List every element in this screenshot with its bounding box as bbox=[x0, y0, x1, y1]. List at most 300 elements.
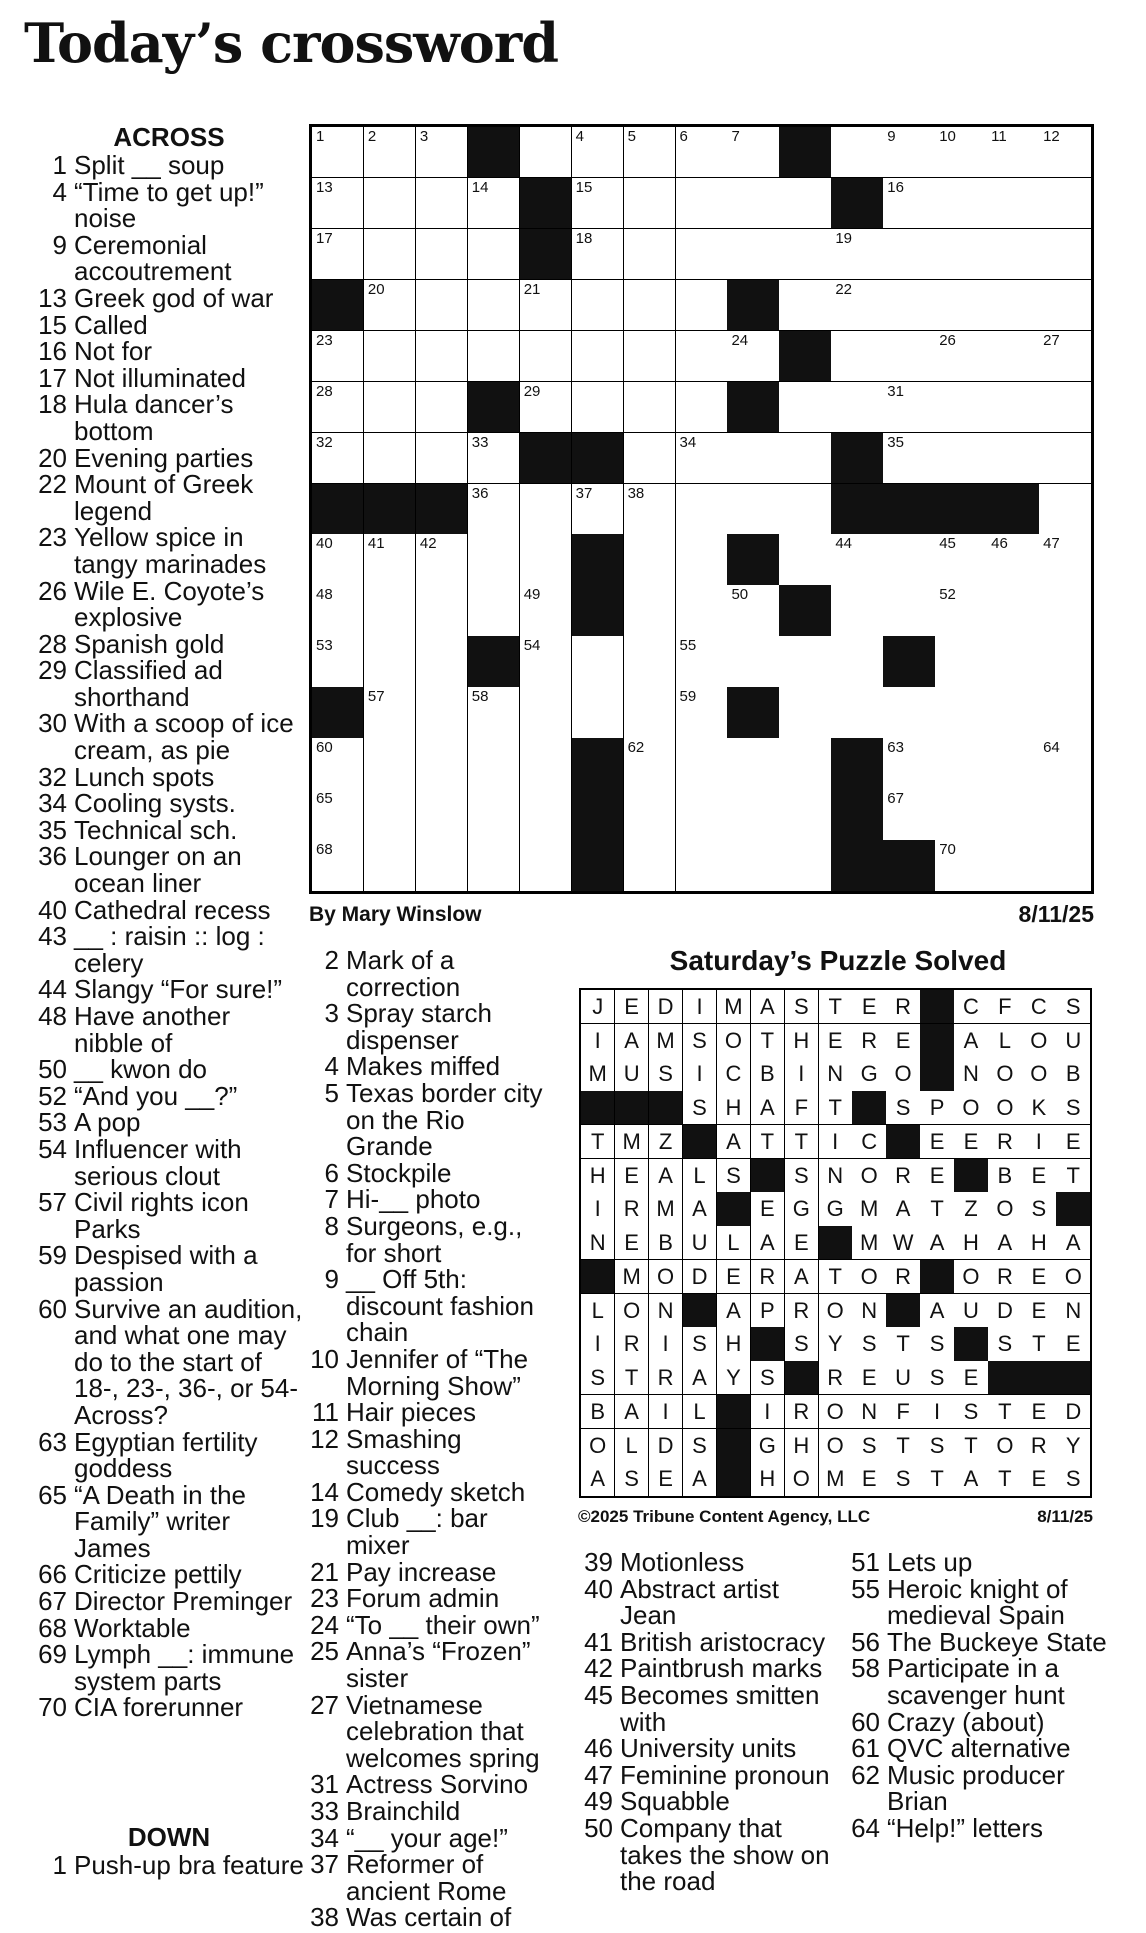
grid-cell[interactable] bbox=[883, 789, 935, 840]
clue-item[interactable] bbox=[34, 362, 304, 393]
grid-cell[interactable] bbox=[1039, 331, 1091, 382]
clue-item[interactable] bbox=[847, 1549, 1112, 1576]
down-header: DOWN bbox=[127, 1822, 211, 1852]
grid-cell[interactable] bbox=[364, 280, 416, 331]
grid-cell[interactable] bbox=[520, 382, 572, 433]
clue-item[interactable] bbox=[306, 1556, 556, 1587]
clue-text: Texas border city on the Rio Grande bbox=[346, 1077, 543, 1162]
clue-item[interactable] bbox=[34, 309, 304, 340]
grid-cell[interactable] bbox=[935, 738, 987, 789]
grid-cell[interactable] bbox=[779, 636, 831, 687]
grid-cell[interactable] bbox=[468, 433, 520, 484]
grid-cell[interactable] bbox=[624, 433, 676, 484]
grid-cell[interactable] bbox=[624, 534, 676, 585]
clue-item[interactable] bbox=[847, 1735, 1112, 1762]
grid-cell[interactable] bbox=[883, 534, 935, 585]
grid-cell[interactable] bbox=[676, 382, 728, 433]
clue-item[interactable] bbox=[580, 1626, 842, 1657]
grid-cell[interactable] bbox=[676, 636, 728, 687]
solution-cell: I bbox=[649, 1327, 683, 1361]
clue-number: 21 bbox=[310, 1556, 339, 1587]
grid-cell[interactable] bbox=[312, 127, 364, 178]
grid-cell[interactable] bbox=[364, 789, 416, 840]
grid-cell[interactable] bbox=[572, 636, 624, 687]
clue-number: 5 bbox=[324, 1077, 339, 1108]
clue-item[interactable] bbox=[580, 1655, 842, 1682]
clue-item[interactable] bbox=[306, 947, 556, 1000]
grid-cell[interactable] bbox=[779, 280, 831, 331]
grid-cell[interactable] bbox=[1039, 687, 1091, 738]
grid-cell[interactable] bbox=[676, 585, 728, 636]
solution-black-square bbox=[920, 990, 954, 1024]
grid-cell[interactable] bbox=[572, 331, 624, 382]
grid-cell[interactable] bbox=[520, 789, 572, 840]
grid-cell[interactable] bbox=[883, 331, 935, 382]
clue-text: Cathedral recess bbox=[74, 894, 271, 925]
grid-cell[interactable] bbox=[624, 178, 676, 229]
clue-number: 1 bbox=[52, 150, 67, 180]
clue-item[interactable] bbox=[34, 1003, 304, 1056]
grid-cell[interactable] bbox=[779, 178, 831, 229]
clue-item[interactable] bbox=[34, 657, 304, 710]
clue-item[interactable] bbox=[34, 391, 304, 444]
grid-cell[interactable] bbox=[624, 382, 676, 433]
cell-number: 5 bbox=[627, 128, 636, 145]
clue-item[interactable] bbox=[34, 761, 304, 792]
grid-cell[interactable] bbox=[364, 229, 416, 280]
grid-cell[interactable] bbox=[520, 636, 572, 687]
grid-cell[interactable] bbox=[1039, 636, 1091, 687]
grid-cell[interactable] bbox=[676, 840, 728, 891]
grid-cell[interactable] bbox=[1039, 178, 1091, 229]
clue-item[interactable] bbox=[306, 1077, 556, 1162]
solution-cell: E bbox=[1056, 1125, 1090, 1159]
grid-cell[interactable] bbox=[468, 229, 520, 280]
clue-item[interactable] bbox=[306, 1000, 556, 1053]
grid-cell[interactable] bbox=[364, 687, 416, 738]
grid-cell[interactable] bbox=[1039, 534, 1091, 585]
grid-cell[interactable] bbox=[364, 433, 416, 484]
grid-cell[interactable] bbox=[572, 280, 624, 331]
clue-item[interactable] bbox=[34, 1588, 304, 1615]
grid-cell[interactable] bbox=[727, 484, 779, 535]
grid-cell[interactable] bbox=[1039, 585, 1091, 636]
clue-item[interactable] bbox=[34, 628, 304, 659]
clue-item[interactable] bbox=[34, 790, 304, 817]
grid-cell[interactable] bbox=[520, 534, 572, 585]
grid-cell[interactable] bbox=[935, 585, 987, 636]
grid-cell[interactable] bbox=[312, 738, 364, 789]
solution-cell: S bbox=[785, 990, 819, 1024]
clue-item[interactable] bbox=[306, 1904, 556, 1931]
grid-cell[interactable] bbox=[883, 738, 935, 789]
grid-cell[interactable] bbox=[624, 331, 676, 382]
grid-cell[interactable] bbox=[312, 433, 364, 484]
grid-cell[interactable] bbox=[987, 178, 1039, 229]
clue-item[interactable] bbox=[34, 708, 304, 766]
grid-cell[interactable] bbox=[520, 484, 572, 535]
grid-cell[interactable] bbox=[831, 382, 883, 433]
grid-cell[interactable] bbox=[831, 687, 883, 738]
solution-cell: E bbox=[1022, 1462, 1056, 1496]
grid-cell[interactable] bbox=[727, 636, 779, 687]
grid-cell[interactable] bbox=[831, 585, 883, 636]
clue-item[interactable] bbox=[847, 1626, 1112, 1657]
clue-item[interactable] bbox=[34, 471, 304, 524]
clue-item[interactable] bbox=[306, 1503, 556, 1561]
grid-cell[interactable] bbox=[364, 738, 416, 789]
solution-cell: A bbox=[683, 1462, 717, 1496]
clue-item[interactable] bbox=[847, 1812, 1112, 1843]
clue-item[interactable] bbox=[580, 1549, 842, 1576]
grid-cell[interactable] bbox=[727, 789, 779, 840]
grid-cell[interactable] bbox=[520, 585, 572, 636]
grid-cell[interactable] bbox=[624, 636, 676, 687]
clue-item[interactable] bbox=[580, 1759, 842, 1790]
grid-cell[interactable] bbox=[364, 585, 416, 636]
grid-cell[interactable] bbox=[572, 229, 624, 280]
grid-cell[interactable] bbox=[468, 534, 520, 585]
grid-cell[interactable] bbox=[364, 331, 416, 382]
clue-item[interactable] bbox=[34, 814, 304, 845]
grid-cell[interactable] bbox=[468, 687, 520, 738]
solution-cell: A bbox=[920, 1294, 954, 1328]
grid-cell[interactable] bbox=[987, 433, 1039, 484]
grid-cell[interactable] bbox=[520, 280, 572, 331]
clue-item[interactable] bbox=[306, 1343, 556, 1401]
grid-cell[interactable] bbox=[935, 687, 987, 738]
grid-cell[interactable] bbox=[1039, 382, 1091, 433]
grid-cell[interactable] bbox=[312, 636, 364, 687]
grid-cell[interactable] bbox=[416, 789, 468, 840]
clue-number: 47 bbox=[584, 1759, 613, 1790]
grid-cell[interactable] bbox=[364, 636, 416, 687]
grid-cell[interactable] bbox=[883, 382, 935, 433]
solution-cell: S bbox=[683, 1024, 717, 1058]
grid-cell[interactable] bbox=[312, 331, 364, 382]
grid-cell[interactable] bbox=[987, 687, 1039, 738]
grid-cell[interactable] bbox=[676, 229, 728, 280]
grid-cell[interactable] bbox=[727, 178, 779, 229]
grid-cell[interactable] bbox=[572, 382, 624, 433]
grid-cell[interactable] bbox=[779, 534, 831, 585]
clue-item[interactable] bbox=[34, 176, 304, 234]
cell-number: 29 bbox=[523, 382, 541, 400]
grid-cell[interactable] bbox=[987, 127, 1039, 178]
grid-cell[interactable] bbox=[676, 687, 728, 738]
grid-cell[interactable] bbox=[416, 229, 468, 280]
grid-cell[interactable] bbox=[416, 382, 468, 433]
grid-cell[interactable] bbox=[1039, 433, 1091, 484]
clue-item[interactable] bbox=[34, 1133, 304, 1191]
grid-cell[interactable] bbox=[831, 280, 883, 331]
grid-cell[interactable] bbox=[364, 840, 416, 891]
clue-text: Actress Sorvino bbox=[346, 1769, 529, 1800]
crossword-grid[interactable] bbox=[309, 124, 1094, 894]
grid-cell[interactable] bbox=[883, 229, 935, 280]
clue-item[interactable] bbox=[580, 1788, 842, 1815]
grid-cell[interactable] bbox=[831, 534, 883, 585]
grid-cell[interactable] bbox=[312, 534, 364, 585]
grid-cell[interactable] bbox=[572, 484, 624, 535]
grid-cell[interactable] bbox=[883, 127, 935, 178]
grid-cell[interactable] bbox=[987, 229, 1039, 280]
grid-cell[interactable] bbox=[364, 382, 416, 433]
grid-cell[interactable] bbox=[727, 331, 779, 382]
grid-cell[interactable] bbox=[468, 331, 520, 382]
grid-cell[interactable] bbox=[468, 738, 520, 789]
grid-cell[interactable] bbox=[831, 229, 883, 280]
clue-item[interactable] bbox=[306, 1851, 556, 1904]
clue-item[interactable] bbox=[34, 1479, 304, 1563]
grid-cell[interactable] bbox=[416, 585, 468, 636]
grid-cell[interactable] bbox=[727, 738, 779, 789]
clue-item[interactable] bbox=[34, 1242, 304, 1295]
grid-cell[interactable] bbox=[987, 534, 1039, 585]
clue-text: Called bbox=[74, 309, 148, 340]
grid-cell[interactable] bbox=[624, 789, 676, 840]
clue-item[interactable] bbox=[34, 1189, 304, 1242]
clue-item[interactable] bbox=[306, 1157, 556, 1188]
grid-cell[interactable] bbox=[727, 127, 779, 178]
grid-cell[interactable] bbox=[676, 433, 728, 484]
grid-cell[interactable] bbox=[572, 687, 624, 738]
clue-item[interactable] bbox=[34, 1612, 304, 1643]
grid-cell[interactable] bbox=[935, 433, 987, 484]
grid-cell[interactable] bbox=[779, 840, 831, 891]
clue-item[interactable] bbox=[34, 1426, 304, 1484]
solution-cell: M bbox=[649, 1192, 683, 1226]
grid-cell[interactable] bbox=[312, 178, 364, 229]
grid-cell[interactable] bbox=[987, 585, 1039, 636]
grid-cell[interactable] bbox=[416, 840, 468, 891]
grid-cell[interactable] bbox=[520, 127, 572, 178]
grid-cell[interactable] bbox=[1039, 484, 1091, 535]
grid-cell[interactable] bbox=[468, 280, 520, 331]
grid-cell[interactable] bbox=[935, 178, 987, 229]
grid-cell[interactable] bbox=[520, 331, 572, 382]
grid-cell[interactable] bbox=[676, 331, 728, 382]
grid-cell[interactable] bbox=[1039, 840, 1091, 891]
grid-cell[interactable] bbox=[935, 331, 987, 382]
clue-item[interactable] bbox=[34, 338, 304, 365]
grid-cell[interactable] bbox=[624, 484, 676, 535]
clue-item[interactable] bbox=[306, 1423, 556, 1481]
cell-number: 33 bbox=[471, 433, 489, 451]
grid-cell[interactable] bbox=[416, 534, 468, 585]
clue-item[interactable] bbox=[306, 1798, 556, 1825]
grid-cell[interactable] bbox=[831, 127, 883, 178]
clue-item[interactable] bbox=[34, 1109, 304, 1136]
grid-cell[interactable] bbox=[416, 433, 468, 484]
grid-cell[interactable] bbox=[520, 738, 572, 789]
grid-cell[interactable] bbox=[935, 280, 987, 331]
grid-cell[interactable] bbox=[831, 636, 883, 687]
grid-cell[interactable] bbox=[416, 178, 468, 229]
clue-item[interactable] bbox=[580, 1573, 842, 1631]
clue-item[interactable] bbox=[306, 1399, 556, 1426]
clue-item[interactable] bbox=[580, 1735, 842, 1762]
grid-cell[interactable] bbox=[1039, 127, 1091, 178]
grid-cell[interactable] bbox=[987, 636, 1039, 687]
clue-item[interactable] bbox=[306, 1186, 556, 1213]
clue-text: Forum admin bbox=[346, 1583, 500, 1614]
grid-cell[interactable] bbox=[312, 382, 364, 433]
clue-item[interactable] bbox=[34, 152, 304, 179]
grid-cell[interactable] bbox=[727, 840, 779, 891]
grid-cell[interactable] bbox=[572, 178, 624, 229]
grid-cell[interactable] bbox=[312, 229, 364, 280]
clue-item[interactable] bbox=[306, 1585, 556, 1612]
grid-cell[interactable] bbox=[364, 178, 416, 229]
grid-cell[interactable] bbox=[676, 127, 728, 178]
clue-item[interactable] bbox=[306, 1210, 556, 1268]
clue-item[interactable] bbox=[306, 1266, 556, 1346]
solution-cell: N bbox=[954, 1057, 988, 1091]
clue-item[interactable] bbox=[34, 1056, 304, 1083]
solution-cell: S bbox=[954, 1395, 988, 1429]
grid-cell[interactable] bbox=[676, 534, 728, 585]
grid-cell[interactable] bbox=[520, 840, 572, 891]
grid-cell[interactable] bbox=[676, 738, 728, 789]
clue-item[interactable] bbox=[34, 894, 304, 925]
clue-item[interactable] bbox=[306, 1689, 556, 1773]
grid-cell[interactable] bbox=[935, 534, 987, 585]
clue-item[interactable] bbox=[34, 841, 304, 899]
clue-item[interactable] bbox=[847, 1655, 1112, 1708]
clue-item[interactable] bbox=[34, 282, 304, 313]
grid-cell[interactable] bbox=[831, 331, 883, 382]
clue-item[interactable] bbox=[847, 1706, 1112, 1737]
grid-cell[interactable] bbox=[935, 789, 987, 840]
grid-cell[interactable] bbox=[987, 382, 1039, 433]
grid-cell[interactable] bbox=[987, 280, 1039, 331]
grid-cell[interactable] bbox=[987, 840, 1039, 891]
clue-item[interactable] bbox=[580, 1679, 842, 1737]
grid-cell[interactable] bbox=[1039, 738, 1091, 789]
grid-cell[interactable] bbox=[416, 280, 468, 331]
grid-cell[interactable] bbox=[572, 127, 624, 178]
clue-item[interactable] bbox=[34, 1080, 304, 1111]
clue-item[interactable] bbox=[34, 229, 304, 287]
clue-item[interactable] bbox=[306, 1053, 556, 1080]
grid-cell[interactable] bbox=[779, 687, 831, 738]
grid-cell[interactable] bbox=[312, 840, 364, 891]
grid-cell[interactable] bbox=[676, 789, 728, 840]
clue-number: 43 bbox=[38, 921, 67, 952]
clue-item[interactable] bbox=[34, 575, 304, 633]
grid-cell[interactable] bbox=[624, 687, 676, 738]
grid-cell[interactable] bbox=[624, 738, 676, 789]
grid-cell[interactable] bbox=[416, 738, 468, 789]
grid-cell[interactable] bbox=[935, 229, 987, 280]
clue-text: Yellow spice in tangy marinades bbox=[74, 522, 267, 579]
grid-cell[interactable] bbox=[727, 433, 779, 484]
grid-cell[interactable] bbox=[779, 738, 831, 789]
grid-cell[interactable] bbox=[468, 178, 520, 229]
grid-cell[interactable] bbox=[1039, 789, 1091, 840]
grid-cell[interactable] bbox=[676, 484, 728, 535]
clue-item[interactable] bbox=[847, 1759, 1112, 1817]
grid-cell[interactable] bbox=[312, 789, 364, 840]
grid-cell[interactable] bbox=[416, 687, 468, 738]
grid-cell[interactable] bbox=[416, 636, 468, 687]
grid-cell[interactable] bbox=[364, 534, 416, 585]
clue-item[interactable] bbox=[34, 1852, 304, 1879]
grid-cell[interactable] bbox=[1039, 229, 1091, 280]
clue-item[interactable] bbox=[34, 923, 304, 976]
grid-cell[interactable] bbox=[624, 840, 676, 891]
grid-cell[interactable] bbox=[987, 738, 1039, 789]
clue-item[interactable] bbox=[34, 1641, 304, 1694]
solution-cell: A bbox=[581, 1462, 615, 1496]
grid-cell[interactable] bbox=[416, 331, 468, 382]
grid-cell[interactable] bbox=[935, 127, 987, 178]
clue-item[interactable] bbox=[34, 1561, 304, 1588]
grid-cell[interactable] bbox=[727, 229, 779, 280]
clue-item[interactable] bbox=[306, 1609, 556, 1640]
grid-cell[interactable] bbox=[935, 840, 987, 891]
solution-black-square bbox=[683, 1125, 717, 1159]
grid-cell[interactable] bbox=[779, 433, 831, 484]
solution-cell: M bbox=[852, 1226, 886, 1260]
grid-cell[interactable] bbox=[935, 382, 987, 433]
grid-cell[interactable] bbox=[935, 636, 987, 687]
grid-cell[interactable] bbox=[468, 484, 520, 535]
grid-cell[interactable] bbox=[987, 789, 1039, 840]
clue-item[interactable] bbox=[580, 1812, 842, 1897]
clue-item[interactable] bbox=[34, 1694, 304, 1721]
grid-cell[interactable] bbox=[883, 687, 935, 738]
grid-cell[interactable] bbox=[779, 484, 831, 535]
grid-cell[interactable] bbox=[520, 687, 572, 738]
clue-item[interactable] bbox=[847, 1573, 1112, 1631]
grid-cell[interactable] bbox=[468, 585, 520, 636]
grid-cell[interactable] bbox=[624, 585, 676, 636]
clue-item[interactable] bbox=[34, 524, 304, 577]
clue-item[interactable] bbox=[34, 1293, 304, 1430]
clue-item[interactable] bbox=[306, 1476, 556, 1507]
grid-cell[interactable] bbox=[883, 433, 935, 484]
grid-cell[interactable] bbox=[987, 331, 1039, 382]
clue-item[interactable] bbox=[306, 1771, 556, 1798]
grid-cell[interactable] bbox=[416, 127, 468, 178]
solution-cell: Y bbox=[717, 1361, 751, 1395]
grid-cell[interactable] bbox=[1039, 280, 1091, 331]
grid-cell[interactable] bbox=[364, 127, 416, 178]
grid-cell[interactable] bbox=[468, 789, 520, 840]
grid-cell[interactable] bbox=[883, 280, 935, 331]
clue-text: __ kwon do bbox=[74, 1054, 207, 1085]
grid-cell[interactable] bbox=[883, 585, 935, 636]
grid-cell[interactable] bbox=[779, 382, 831, 433]
grid-cell[interactable] bbox=[883, 178, 935, 229]
grid-cell[interactable] bbox=[624, 280, 676, 331]
grid-cell[interactable] bbox=[676, 280, 728, 331]
grid-cell[interactable] bbox=[468, 840, 520, 891]
grid-cell[interactable] bbox=[779, 789, 831, 840]
clue-item[interactable] bbox=[34, 442, 304, 473]
clue-item[interactable] bbox=[34, 976, 304, 1003]
grid-cell[interactable] bbox=[727, 585, 779, 636]
grid-cell[interactable] bbox=[624, 127, 676, 178]
grid-cell[interactable] bbox=[624, 229, 676, 280]
grid-cell[interactable] bbox=[312, 585, 364, 636]
clue-item[interactable] bbox=[306, 1636, 556, 1694]
grid-cell[interactable] bbox=[779, 229, 831, 280]
grid-cell[interactable] bbox=[676, 178, 728, 229]
clue-item[interactable] bbox=[306, 1822, 556, 1853]
